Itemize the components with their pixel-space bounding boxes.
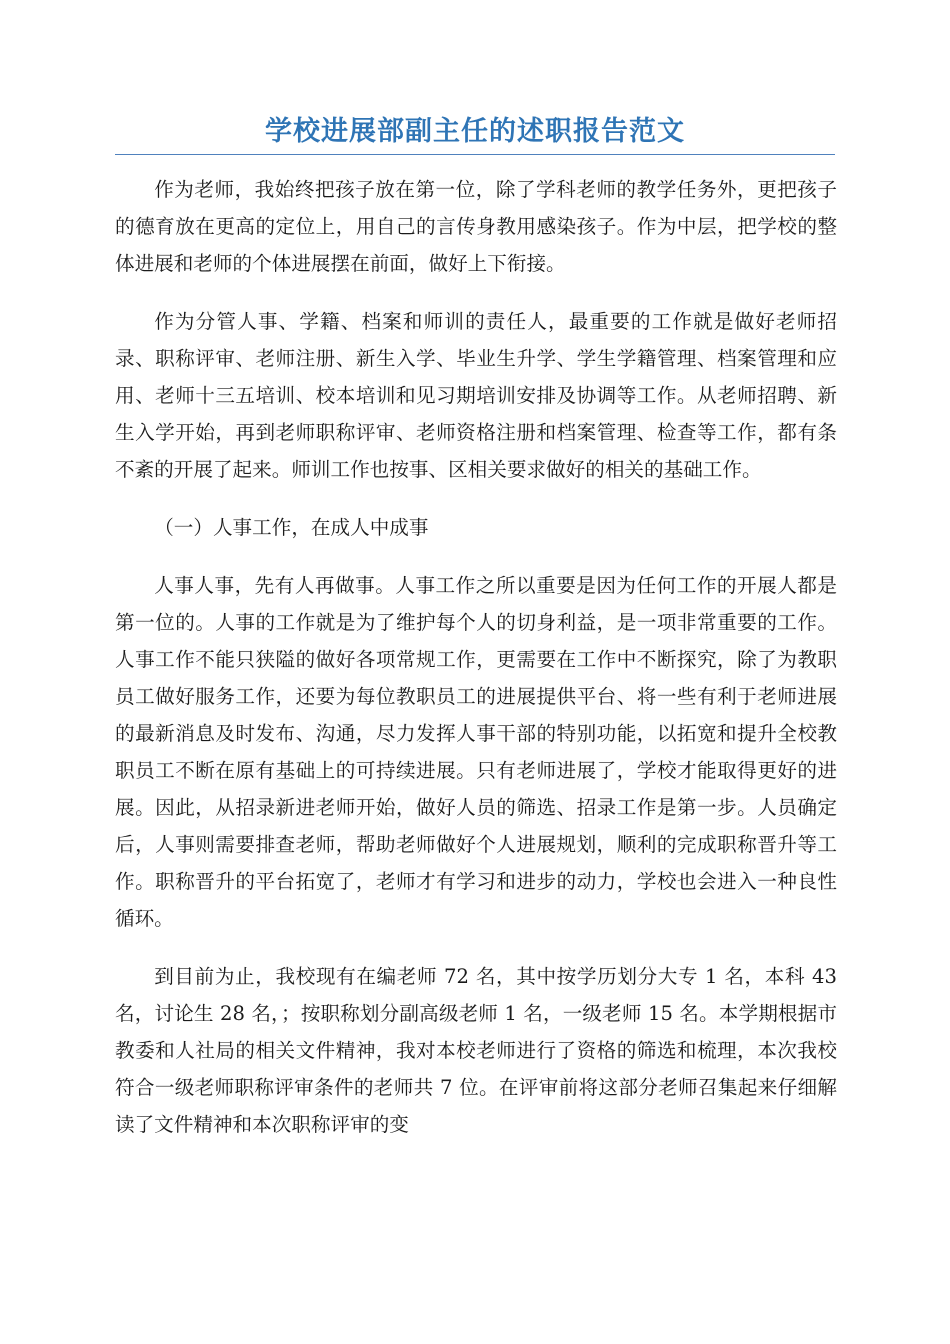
- paragraph-staff-statistics: 到目前为止，我校现有在编老师 72 名，其中按学历划分大专 1 名，本科 43 名，讨论生 28 名，；按职称划分副高级老师 1 名，一级老师 15 名。本学期根据市教委和人社局的相关文件精神，我对本校老师进行了资格的筛选和梳理，本次我校符合一级老师职称评审条件的老师共 7 位。在评审前将这部分老师召集起来仔细解读了文件精神和本次职称评审的变: [115, 965, 837, 1136]
- title-underline: [115, 154, 835, 155]
- document-body: [115, 171, 837, 1164]
- paragraph-personnel-work: 人事人事，先有人再做事。人事工作之所以重要是因为任何工作的开展人都是第一位的。人事的工作就是为了维护每个人的切身利益，是一项非常重要的工作。人事工作不能只狭隘的做好各项常规工作，更需要在工作中不断探究，除了为教职员工做好服务工作，还要为每位教职员工的进展提供平台、将一些有利于老师进展的最新消息及时发布、沟通，尽力发挥人事干部的特别功能，以拓宽和提升全校教职员工不断在原有基础上的可持续进展。只有老师进展了，学校才能取得更好的进展。因此，从招录新进老师开始，做好人员的筛选、招录工作是第一步。人员确定后，人事则需要排查老师，帮助老师做好个人进展规划，顺利的完成职称晋升等工作。职称晋升的平台拓宽了，老师才有学习和进步的动力，学校也会进入一种良性循环。: [115, 574, 837, 930]
- paragraph-responsibilities: 作为分管人事、学籍、档案和师训的责任人，最重要的工作就是做好老师招录、职称评审、老师注册、新生入学、毕业生升学、学生学籍管理、档案管理和应用、老师十三五培训、校本培训和见习期培训安排及协调等工作。从老师招聘、新生入学开始，再到老师职称评审、老师资格注册和档案管理、检查等工作，都有条不紊的开展了起来。师训工作也按事、区相关要求做好的相关的基础工作。: [115, 310, 837, 481]
- section-heading-personnel: （一）人事工作，在成人中成事: [154, 516, 429, 539]
- document-title: 学校进展部副主任的述职报告范文: [265, 116, 685, 147]
- title-block: [115, 112, 835, 155]
- paragraph-intro: 作为老师，我始终把孩子放在第一位，除了学科老师的教学任务外，更把孩子的德育放在更高的定位上，用自己的言传身教用感染孩子。作为中层，把学校的整体进展和老师的个体进展摆在前面，做好上下衔接。: [115, 178, 837, 275]
